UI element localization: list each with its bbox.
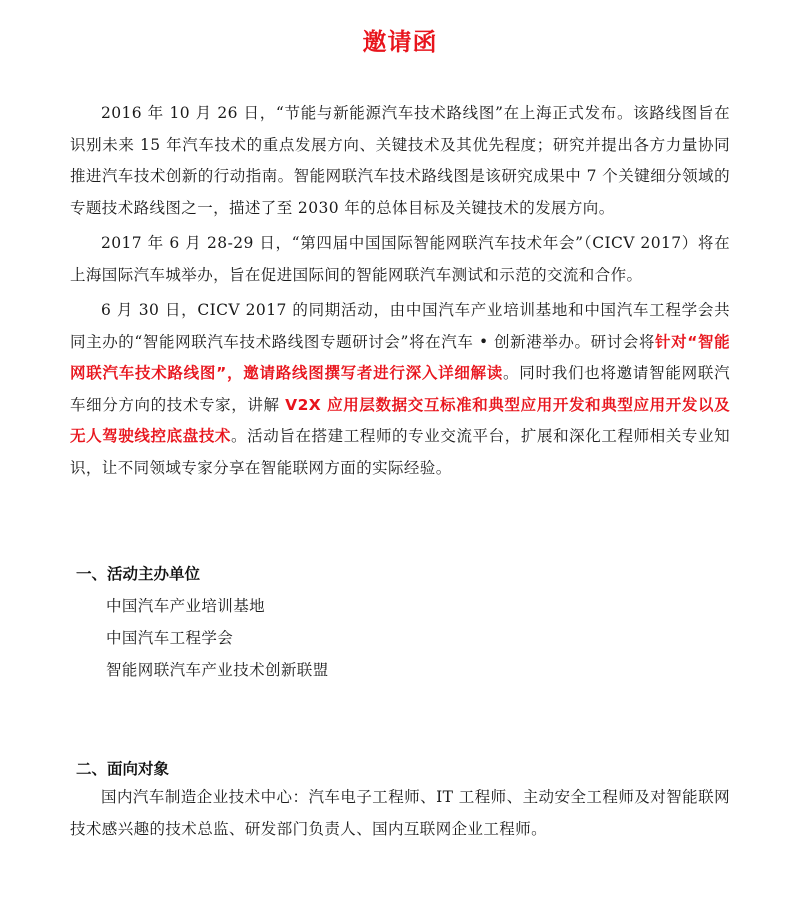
p3-text-a: 6 月 30 日，CICV 2017 的同期活动，由中国汽车产业培训基地和中国汽车工程学会共同主办的“智能网联汽车技术路线图专题研讨会”将在汽车 • 创新港举办。研讨会将 xyxy=(70,301,730,351)
page-title: 邀请函 xyxy=(362,28,438,56)
audience-paragraph: 国内汽车制造企业技术中心：汽车电子工程师、IT 工程师、主动安全工程师及对智能联网技术感兴趣的技术总监、研发部门负责人、国内互联网企业工程师。 xyxy=(70,788,730,838)
section-heading-organizers: 一、活动主办单位 xyxy=(76,565,201,583)
p3-highlight-roadmap: 针对“智能网联汽车技术路线图”，邀请路线图撰写者进行深入详细解读 xyxy=(70,332,730,382)
p3-text-b: 。同时我们也将邀请智能网联汽车细分方向的技术专家，讲解 xyxy=(70,364,730,414)
section-heading-audience: 二、面向对象 xyxy=(76,760,170,778)
intro-section xyxy=(70,98,730,488)
list-item: 中国汽车产业培训基地 xyxy=(106,597,266,615)
intro-paragraph-1: 2016 年 10 月 26 日，“节能与新能源汽车技术路线图”在上海正式发布。该路线图旨在识别未来 15 年汽车技术的重点发展方向、关键技术及其优先程度；研究并提出各方力量协同推进汽车技术创新的行动指南。智能网联汽车技术路线图是该研究成果中 7 个关键细分领域的专题技术路线图之一，描述了至 2030 年的总体目标及关键技术的发展方向。 xyxy=(70,104,730,217)
audience-section xyxy=(70,782,730,849)
list-item: 智能网联汽车产业技术创新联盟 xyxy=(106,661,329,679)
list-item: 中国汽车工程学会 xyxy=(106,629,234,647)
organizer-list xyxy=(106,590,329,686)
intro-paragraph-3 xyxy=(70,295,730,484)
p3-highlight-v2x: V2X 应用层数据交互标准和典型应用开发和典型应用开发以及无人驾驶线控底盘技术 xyxy=(70,395,731,445)
intro-paragraph-2: 2017 年 6 月 28-29 日，“第四届中国国际智能网联汽车技术年会”（CICV 2017）将在上海国际汽车城举办，旨在促进国际间的智能网联汽车测试和示范的交流和合作。 xyxy=(70,234,730,284)
p3-text-c: 。活动旨在搭建工程师的专业交流平台，扩展和深化工程师相关专业知识，让不同领域专家分享在智能联网方面的实际经验。 xyxy=(70,427,730,477)
